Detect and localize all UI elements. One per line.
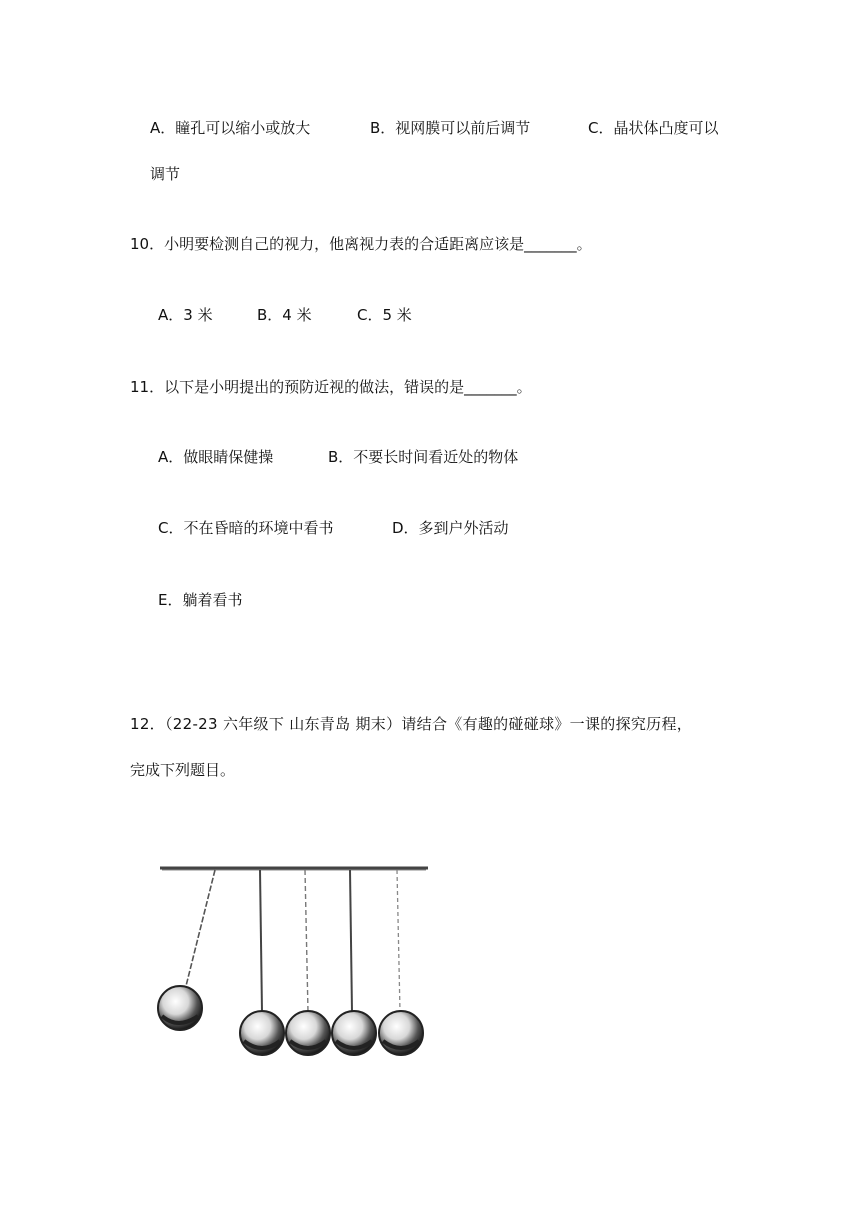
q10-option-c: C．5 米: [357, 306, 412, 324]
q12-stem-line1: 12．（22-23 六年级下 山东青岛 期末）请结合《有趣的碰碰球》一课的探究历程，: [130, 715, 693, 733]
q11-option-c: C．不在昏暗的环境中看书: [158, 519, 334, 537]
cradle-string-1: [185, 870, 215, 990]
cradle-ball-4: [332, 1011, 376, 1055]
cradle-string-5: [397, 870, 400, 1012]
newtons-cradle-figure: [150, 850, 440, 1065]
cradle-ball-3: [286, 1011, 330, 1055]
q11-option-e: E．躺着看书: [158, 591, 243, 609]
q10-option-a: A．3 米: [158, 306, 213, 324]
cradle-ball-raised: [158, 986, 202, 1030]
q10-option-b: B．4 米: [257, 306, 312, 324]
q9-option-a: A．瞳孔可以缩小或放大: [150, 119, 311, 137]
cradle-ball-2: [240, 1011, 284, 1055]
cradle-string-2: [260, 870, 262, 1012]
cradle-string-4: [350, 870, 352, 1012]
q11-option-a: A．做眼睛保健操: [158, 448, 274, 466]
q9-option-c-continuation: 调节: [150, 165, 181, 183]
q11-option-b: B．不要长时间看近处的物体: [328, 448, 519, 466]
q11-option-d: D．多到户外活动: [392, 519, 509, 537]
q10-stem: 10．小明要检测自己的视力，他离视力表的合适距离应该是_______。: [130, 235, 592, 253]
cradle-top-bar: [160, 868, 428, 870]
q11-stem: 11．以下是小明提出的预防近视的做法，错误的是_______。: [130, 378, 532, 396]
cradle-string-3: [305, 870, 308, 1012]
q9-option-c: C．晶状体凸度可以: [588, 119, 719, 137]
q9-option-b: B．视网膜可以前后调节: [370, 119, 531, 137]
q12-stem-line2: 完成下列题目。: [130, 761, 236, 779]
cradle-ball-5: [379, 1011, 423, 1055]
